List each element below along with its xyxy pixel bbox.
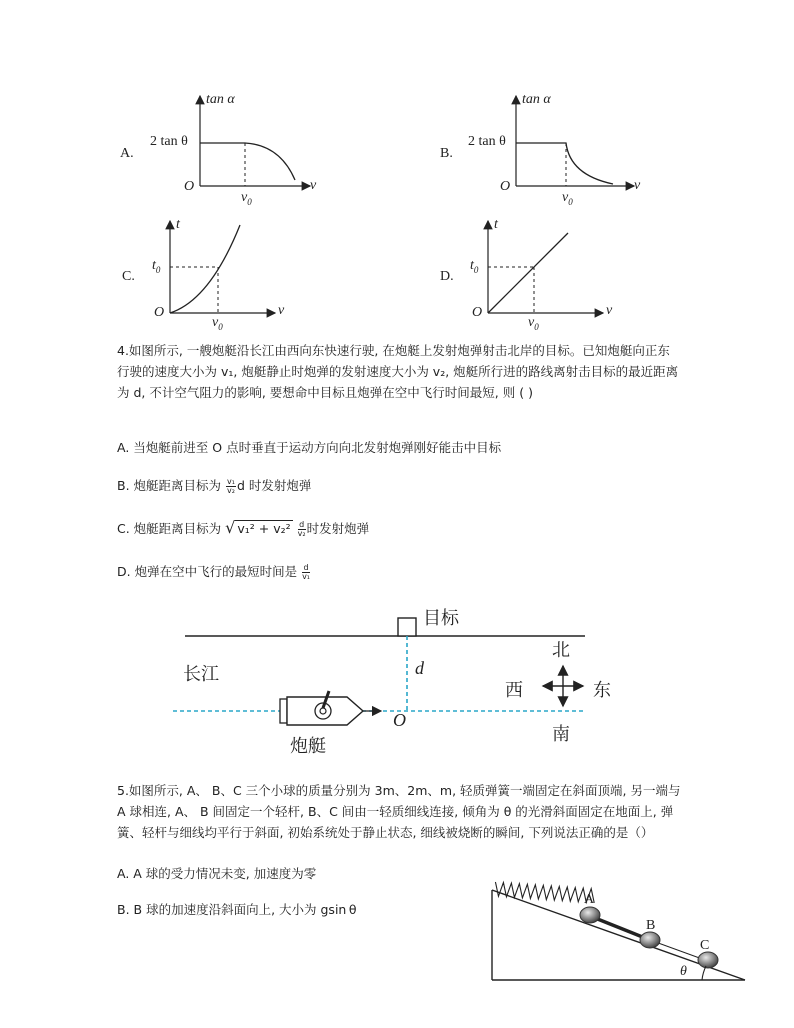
graph-c — [120, 215, 340, 335]
graph-a — [120, 90, 340, 210]
origin-label: O — [472, 305, 483, 320]
y-axis-label: t — [494, 217, 498, 232]
q5-option-a: A. A 球的受力情况未变, 加速度为零 — [117, 866, 317, 881]
incline-figure — [490, 868, 750, 988]
origin-label: O — [154, 305, 165, 320]
option-label: C. — [122, 269, 135, 284]
x-axis-label: v — [606, 303, 613, 318]
q5-option-b: B. B 球的加速度沿斜面向上, 大小为 gsin θ — [117, 902, 357, 917]
river-label: 长江 — [183, 664, 219, 685]
ball-a-label: A — [584, 892, 595, 907]
y-tick-label: $t_0$ — [470, 258, 479, 275]
q4-option-d: D. 炮弹在空中飞行的最短时间是 $\frac{d}{\text{v₁}}$ — [117, 563, 311, 581]
boat-label: 炮艇 — [290, 736, 326, 757]
line — [488, 233, 568, 313]
q5-stem: 5.如图所示, A、 B、C 三个小球的质量分别为 3m、2m、m, 轻质弹簧一端固定在斜面顶端, 另一端与 A 球相连, A、 B 间固定一个轻杆, B、C 间由一轻质细线连接, 倾角为 θ 的光滑斜面固定在地面上, 弹簧、轻杆与细线均平行于斜面, 初始系统处于静止状态, 细线被烧断的瞬间, 下列说法正确的是（） — [117, 783, 681, 840]
graph-a-svg — [120, 90, 340, 210]
ball-a — [580, 907, 600, 923]
target-label: 目标 — [423, 608, 459, 629]
ball-b-label: B — [646, 918, 656, 933]
graph-d-svg — [438, 215, 658, 335]
ball-b — [640, 932, 660, 948]
x-axis-label: v — [310, 178, 317, 193]
y-axis-label: tan α — [522, 92, 551, 107]
north-label: 北 — [552, 640, 570, 661]
origin-label: O — [500, 179, 511, 194]
y-tick-label: $t_0$ — [152, 258, 161, 275]
x-tick-label: $v_0$ — [528, 315, 539, 332]
east-label: 东 — [593, 680, 611, 701]
curve — [170, 225, 240, 313]
q4-option-b: B. 炮艇距离目标为 $\frac{\text{v₁}}{\text{v₂}}$ d 时发射炮弹 — [117, 477, 312, 495]
graph-c-svg — [120, 215, 340, 335]
x-tick-label: $v_0$ — [241, 190, 252, 207]
graph-b-svg — [438, 90, 658, 210]
y-tick-label: 2 tan θ — [150, 134, 188, 149]
graph-b — [438, 90, 658, 210]
spring — [494, 882, 595, 903]
river-figure — [165, 600, 611, 760]
ball-c-label: C — [700, 938, 710, 953]
south-label: 南 — [552, 724, 570, 745]
west-label: 西 — [505, 680, 523, 701]
x-tick-label: $v_0$ — [562, 190, 573, 207]
incline-figure-svg — [490, 868, 750, 988]
river-figure-svg — [165, 600, 595, 760]
x-tick-label: $v_0$ — [212, 315, 223, 332]
graph-d — [438, 215, 658, 335]
curve — [200, 143, 295, 180]
x-axis-label: v — [278, 303, 285, 318]
compass — [543, 666, 583, 706]
distance-label: d — [415, 658, 424, 678]
boat — [280, 691, 381, 725]
y-tick-label: 2 tan θ — [468, 134, 506, 149]
target-box — [398, 618, 416, 636]
y-axis-label: t — [176, 217, 180, 232]
q4-option-c: C. 炮艇距离目标为 √ v₁² + v₂² $\frac{d}{\text{v₂}}$ 时发射炮弹 — [117, 518, 370, 538]
theta-label: θ — [680, 964, 687, 979]
option-label: D. — [440, 269, 454, 284]
option-label: B. — [440, 146, 453, 161]
point-o-label: O — [393, 710, 406, 730]
ball-c — [698, 952, 718, 968]
q4-stem: 4.如图所示, 一艘炮艇沿长江由西向东快速行驶, 在炮艇上发射炮弹射击北岸的目标。已知炮艇向正东行驶的速度大小为 v₁, 炮艇静止时炮弹的发射速度大小为 v₂, 炮艇所行进的路线离射击目标的最近距离为 d, 不计空气阻力的影响, 要想命中目标且炮弹在空中飞行时间最短, 则 ( ) — [117, 343, 679, 400]
q4-option-a: A. 当炮艇前进至 O 点时垂直于运动方向向北发射炮弹刚好能击中目标 — [117, 440, 502, 455]
origin-label: O — [184, 179, 195, 194]
option-label: A. — [120, 146, 134, 161]
curve — [516, 143, 613, 184]
y-axis-label: tan α — [206, 92, 235, 107]
angle-arc — [702, 966, 706, 980]
x-axis-label: v — [634, 178, 641, 193]
